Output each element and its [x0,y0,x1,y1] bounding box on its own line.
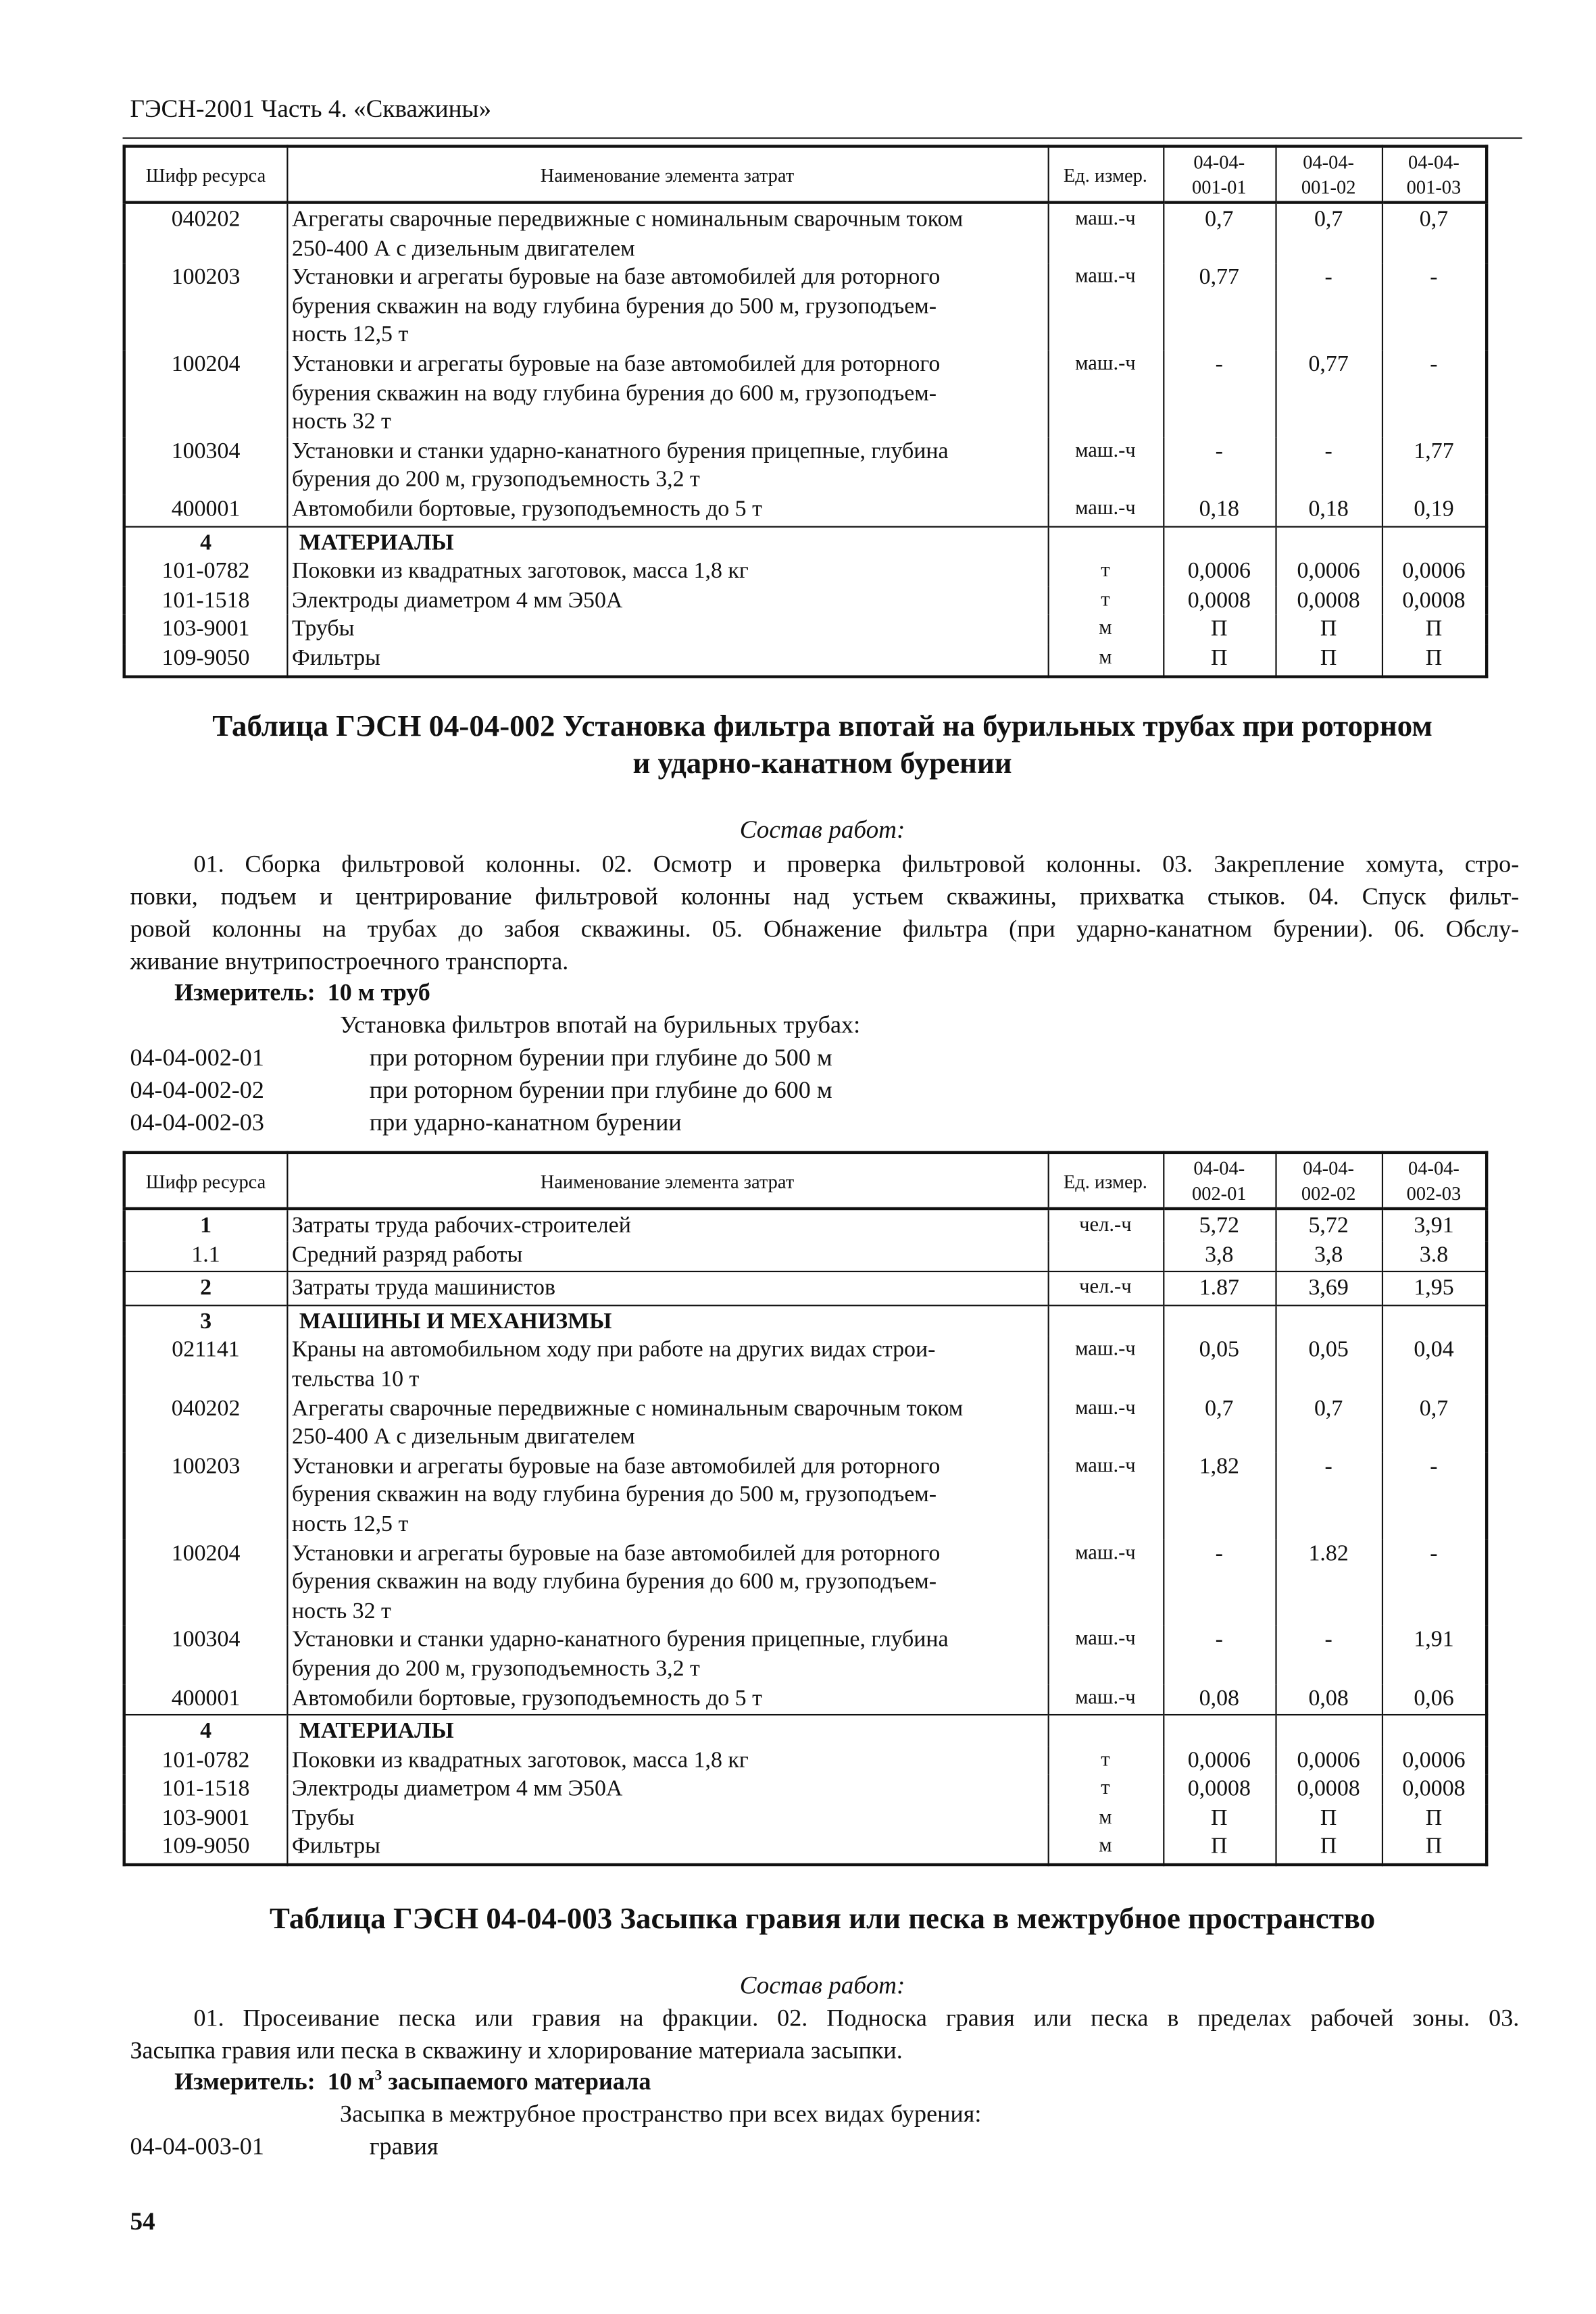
norm-value: 3,69 [1275,1272,1381,1305]
norm-value [1382,1715,1487,1746]
resource-name [286,1240,1047,1272]
resource-name [286,1539,1047,1626]
table-row [124,1394,1487,1453]
table-row [124,586,1487,615]
norm-value: 0,7 [1382,1394,1487,1453]
unit: маш.-ч [1048,1452,1164,1539]
name-line: Фильтры [291,645,380,671]
norm-value: 3,91 [1382,1209,1487,1240]
unit-header: Ед. измер. [1048,147,1164,203]
resource-name [286,1715,1047,1746]
norm-value: - [1163,350,1275,437]
table-row [124,1626,1487,1684]
table-row [124,495,1487,526]
norm-code-line: 04-04- [1193,1157,1245,1180]
item-text: при роторном бурении при глубине до 600 м [369,1076,832,1104]
resource-code: 1 [124,1209,287,1240]
running-header: ГЭСН-2001 Часть 4. «Скважины» [130,94,492,123]
norm-code-header [1382,147,1487,203]
norm-value [1163,526,1275,557]
name-line: МАШИНЫ И МЕХАНИЗМЫ [299,1309,612,1334]
section-header-row [124,1305,1487,1336]
resource-code: 1.1 [124,1240,287,1272]
resource-code: 103-9001 [124,1804,287,1833]
name-line: бурения скважин на воду глубина бурения до 500 м, грузоподъем- [291,293,937,319]
resource-code: 400001 [124,1684,287,1715]
norm-value: 0,0008 [1275,586,1381,615]
resource-code: 100203 [124,263,287,351]
name-line: Затраты труда рабочих-строителей [291,1213,631,1238]
item-text: при роторном бурении при глубине до 500 м [369,1043,832,1072]
resource-name [286,1746,1047,1775]
resource-code: 4 [124,526,287,557]
name-line: Агрегаты сварочные передвижные с номинальным сварочным током [291,1395,964,1421]
norm-code-line: 001-01 [1192,176,1247,199]
measure-value-suffix: засыпаемого материала [382,2067,651,2096]
norm-value: 1,91 [1382,1626,1487,1684]
resource-code: 100304 [124,1626,287,1684]
norm-value: 0,0006 [1163,1746,1275,1775]
resource-code: 103-9001 [124,615,287,644]
norm-value: - [1382,350,1487,437]
resource-table-002 [123,1151,1489,1867]
norm-code-line: 04-04- [1303,1157,1355,1180]
norm-value: П [1382,1833,1487,1865]
name-line: бурения скважин на воду глубина бурения до 600 м, грузоподъем- [291,380,937,406]
norm-code-line: 002-03 [1406,1182,1462,1205]
item-code: 04-04-002-02 [130,1076,264,1104]
norm-value: 0,0006 [1275,1746,1381,1775]
unit: маш.-ч [1048,1539,1164,1626]
table-row [124,1539,1487,1626]
resource-code: 4 [124,1715,287,1746]
unit: чел.-ч [1048,1272,1164,1305]
unit: маш.-ч [1048,1336,1164,1394]
name-line: ность 32 т [291,1598,391,1624]
para-line: ровой колонны на трубах до забоя скважины. 05. Обнажение фильтра (при ударно-канатном бурении). 06. Обслу- [130,914,1520,943]
resource-code: 101-0782 [124,1746,287,1775]
norm-code-line: 002-02 [1301,1182,1356,1205]
norm-value [1382,526,1487,557]
resource-code: 021141 [124,1336,287,1394]
norm-value [1382,1305,1487,1336]
resource-code: 100204 [124,350,287,437]
resource-code: 2 [124,1272,287,1305]
title-line: Таблица ГЭСН 04-04-002 Установка фильтра впотай на бурильных трубах при роторном [212,710,1432,744]
norm-code-line: 001-03 [1406,176,1462,199]
norm-value: П [1275,1833,1381,1865]
resource-name [286,1775,1047,1804]
norm-value: 0,7 [1382,203,1487,263]
code-header: Шифр ресурса [124,1153,287,1209]
title-line: и ударно-канатном бурении [632,747,1012,780]
norm-code-header [1382,1153,1487,1209]
unit: маш.-ч [1048,495,1164,526]
resource-code: 101-1518 [124,1775,287,1804]
name-header: Наименование элемента затрат [286,147,1047,203]
unit: т [1048,1746,1164,1775]
norm-value: 0,05 [1275,1336,1381,1394]
norm-value: 0,0006 [1275,557,1381,586]
unit: маш.-ч [1048,350,1164,437]
norm-value: 1.87 [1163,1272,1275,1305]
measure-unit [174,978,430,1008]
table-header-row [124,147,1487,203]
norm-value: 0,08 [1163,1684,1275,1715]
norm-value: 1.82 [1275,1539,1381,1626]
norm-value [1163,1305,1275,1336]
table-row [124,1240,1487,1272]
norm-value: 0,7 [1163,1394,1275,1453]
norm-value: - [1382,263,1487,351]
name-line: Трубы [291,616,355,642]
norm-value: - [1163,1539,1275,1626]
table-row [124,1746,1487,1775]
name-line: Установки и агрегаты буровые на базе автомобилей для роторного [291,1453,941,1479]
para-line: живание внутрипостроечного транспорта. [130,947,569,976]
norm-value: 1,95 [1382,1272,1487,1305]
table-row [124,437,1487,495]
unit: т [1048,1775,1164,1804]
name-line: Фильтры [291,1834,380,1860]
resource-code: 109-9050 [124,644,287,676]
norm-value: П [1163,1804,1275,1833]
name-line: Средний разряд работы [291,1242,523,1267]
norm-value: - [1275,1626,1381,1684]
work-composition-label: Состав работ: [739,815,905,844]
name-line: Электроды диаметром 4 мм Э50А [291,1776,623,1802]
norm-value: - [1163,1626,1275,1684]
norm-value: 0,0008 [1163,586,1275,615]
norm-value: 0,77 [1275,350,1381,437]
measure-unit [174,2067,651,2097]
measure-exponent: 3 [374,2067,382,2084]
resource-name [286,526,1047,557]
table-row [124,1775,1487,1804]
table-header-row [124,1153,1487,1209]
norm-value: 0,06 [1382,1684,1487,1715]
name-line: Краны на автомобильном ходу при работе на других видах строи- [291,1338,936,1363]
name-line: Затраты труда машинистов [291,1275,555,1301]
name-line: ность 32 т [291,409,391,435]
norm-value: 0,18 [1275,495,1381,526]
name-header: Наименование элемента затрат [286,1153,1047,1209]
norm-code-line: 001-02 [1301,176,1356,199]
section-title-003: Таблица ГЭСН 04-04-003 Засыпка гравия или песка в межтрубное пространство [270,1903,1376,1936]
unit-header: Ед. измер. [1048,1153,1164,1209]
norm-value: 3,8 [1163,1240,1275,1272]
resource-name [286,1394,1047,1453]
norm-value: 0,0008 [1382,1775,1487,1804]
measure-label: Измеритель: [174,2067,316,2096]
norm-value: П [1382,615,1487,644]
resource-name [286,437,1047,495]
norm-value: 0,7 [1275,1394,1381,1453]
norm-value: 0,18 [1163,495,1275,526]
resource-code: 3 [124,1305,287,1336]
norm-value: 0,0008 [1382,586,1487,615]
norm-value: - [1382,1539,1487,1626]
norm-value: 0,04 [1382,1336,1487,1394]
norm-value: П [1275,1804,1381,1833]
table-row [124,1684,1487,1715]
norm-value [1275,1715,1381,1746]
norm-value: П [1275,615,1381,644]
resource-name [286,1452,1047,1539]
para-line: 01. Сборка фильтровой колонны. 02. Осмотр и проверка фильтровой колонны. 03. Закрепление хомута, стро- [193,849,1520,878]
norm-value: 0,0006 [1163,557,1275,586]
resource-code: 101-1518 [124,586,287,615]
unit [1048,1715,1164,1746]
norm-code-header [1163,1153,1275,1209]
para-line: повки, подъем и центрирование фильтровой колонны над устьем скважины, прихватка стыков. 04. Спуск фильт- [130,882,1520,911]
norm-code-header [1163,147,1275,203]
norm-value: 5,72 [1163,1209,1275,1240]
table-row [124,1804,1487,1833]
unit: м [1048,615,1164,644]
norm-value [1275,1305,1381,1336]
norm-code-header [1275,147,1381,203]
name-line: Поковки из квадратных заготовок, масса 1,8 кг [291,1747,749,1773]
unit: м [1048,1833,1164,1865]
item-text: при ударно-канатном бурении [369,1108,682,1136]
name-line: Автомобили бортовые, грузоподъемность до 5 т [291,1685,762,1711]
name-line: ность 12,5 т [291,322,409,348]
resource-name [286,1305,1047,1336]
norm-value [1275,526,1381,557]
name-line: Электроды диаметром 4 мм Э50А [291,587,623,613]
norm-value: - [1275,263,1381,351]
name-line: бурения до 200 м, грузоподъемность 3,2 т [291,467,700,493]
norm-value: П [1382,644,1487,676]
unit: м [1048,1804,1164,1833]
norm-value [1163,1715,1275,1746]
resource-name [286,1684,1047,1715]
item-text: гравия [369,2132,439,2161]
resource-code: 400001 [124,495,287,526]
resource-name [286,1833,1047,1865]
table-row [124,644,1487,676]
norm-code-line: 04-04- [1408,151,1460,173]
resource-table-001 [123,145,1489,677]
norm-value: - [1382,1452,1487,1539]
unit: маш.-ч [1048,203,1164,263]
norm-value: 0,7 [1275,203,1381,263]
name-line: Автомобили бортовые, грузоподъемность до 5 т [291,496,762,522]
name-line: Трубы [291,1805,355,1831]
resource-code: 100204 [124,1539,287,1626]
resource-code: 040202 [124,203,287,263]
norm-value: - [1275,1452,1381,1539]
unit [1048,1240,1164,1272]
name-line: бурения скважин на воду глубина бурения до 600 м, грузоподъем- [291,1569,937,1595]
work-composition-text [130,2002,1519,2067]
name-line: ность 12,5 т [291,1511,409,1537]
table-row [124,1452,1487,1539]
norm-value: 5,72 [1275,1209,1381,1240]
name-line: МАТЕРИАЛЫ [299,530,454,555]
resource-name [286,644,1047,676]
unit [1048,1305,1164,1336]
name-line: тельства 10 т [291,1366,420,1392]
items-intro: Засыпка в межтрубное пространство при всех видах бурения: [340,2099,982,2128]
table-row [124,350,1487,437]
table-row [124,263,1487,351]
table-row [124,557,1487,586]
norm-value: 3,8 [1275,1240,1381,1272]
name-line: Агрегаты сварочные передвижные с номинальным сварочным током [291,207,964,232]
resource-name [286,1336,1047,1394]
resource-code: 109-9050 [124,1833,287,1865]
name-line: Установки и агрегаты буровые на базе автомобилей для роторного [291,264,941,291]
table-row [124,1833,1487,1865]
name-line: Установки и станки ударно-канатного бурения прицепные, глубина [291,1627,949,1653]
unit: маш.-ч [1048,1626,1164,1684]
resource-name [286,586,1047,615]
norm-value: - [1275,437,1381,495]
name-line: 250-400 А с дизельным двигателем [291,236,635,261]
norm-value: 1,77 [1382,437,1487,495]
norm-value: 0,08 [1275,1684,1381,1715]
resource-name [286,615,1047,644]
para-line: 01. Просеивание песка или гравия на фракции. 02. Подноска гравия или песка в пределах рабочей зоны. 03. [193,2003,1520,2032]
page-number: 54 [130,2207,155,2236]
measure-value: 10 м труб [327,978,430,1007]
resource-name [286,203,1047,263]
table-row [124,615,1487,644]
table-row [124,203,1487,263]
norm-code-header [1275,1153,1381,1209]
work-composition-label: Состав работ: [739,1971,905,2000]
code-header: Шифр ресурса [124,147,287,203]
resource-name [286,495,1047,526]
norm-value: 0,0008 [1275,1775,1381,1804]
resource-name [286,1626,1047,1684]
norm-value: - [1163,437,1275,495]
para-line: Засыпка гравия или песка в скважину и хлорирование материала засыпки. [130,2036,903,2065]
norm-value: 0,0006 [1382,557,1487,586]
norm-code-line: 002-01 [1192,1182,1247,1205]
name-line: 250-400 А с дизельным двигателем [291,1424,635,1450]
name-line: Установки и агрегаты буровые на базе автомобилей для роторного [291,351,941,377]
section-header-row [124,1715,1487,1746]
resource-name [286,1804,1047,1833]
table-row [124,1336,1487,1394]
norm-value: П [1163,644,1275,676]
norm-value: 0,19 [1382,495,1487,526]
unit: маш.-ч [1048,1684,1164,1715]
item-code: 04-04-002-01 [130,1043,264,1072]
unit: маш.-ч [1048,437,1164,495]
norm-value: П [1163,615,1275,644]
norm-code-line: 04-04- [1303,151,1355,173]
unit [1048,526,1164,557]
unit: м [1048,644,1164,676]
unit: чел.-ч [1048,1209,1164,1240]
name-line: Установки и агрегаты буровые на базе автомобилей для роторного [291,1540,941,1566]
resource-code: 101-0782 [124,557,287,586]
name-line: Установки и станки ударно-канатного бурения прицепные, глубина [291,438,949,464]
norm-value: 0,77 [1163,263,1275,351]
resource-name [286,1272,1047,1305]
norm-value: 0,7 [1163,203,1275,263]
resource-name [286,350,1047,437]
table-row [124,1209,1487,1240]
norm-value: 0,05 [1163,1336,1275,1394]
name-line: бурения скважин на воду глубина бурения до 500 м, грузоподъем- [291,1482,937,1508]
norm-code-line: 04-04- [1193,151,1245,173]
norm-value: 1,82 [1163,1452,1275,1539]
unit: т [1048,557,1164,586]
measure-value: 10 м [327,2067,375,2096]
norm-code-line: 04-04- [1408,1157,1460,1180]
items-intro: Установка фильтров впотай на бурильных трубах: [340,1010,861,1039]
table-row [124,1272,1487,1305]
work-composition-text [130,848,1519,978]
name-line: Поковки из квадратных заготовок, масса 1,8 кг [291,558,749,584]
norm-value: 3.8 [1382,1240,1487,1272]
section-header-row [124,526,1487,557]
resource-name [286,557,1047,586]
norm-value: 0,0008 [1163,1775,1275,1804]
header-rule [123,137,1522,139]
item-code: 04-04-002-03 [130,1108,264,1136]
resource-code: 100203 [124,1452,287,1539]
norm-value: П [1275,644,1381,676]
item-code: 04-04-003-01 [130,2132,264,2161]
name-line: МАТЕРИАЛЫ [299,1718,454,1744]
resource-code: 100304 [124,437,287,495]
section-title-002 [123,709,1522,783]
resource-name [286,1209,1047,1240]
norm-value: П [1382,1804,1487,1833]
norm-value: 0,0006 [1382,1746,1487,1775]
resource-name [286,263,1047,351]
norm-value: П [1163,1833,1275,1865]
measure-label: Измеритель: [174,978,316,1007]
unit: т [1048,586,1164,615]
unit: маш.-ч [1048,1394,1164,1453]
unit: маш.-ч [1048,263,1164,351]
resource-code: 040202 [124,1394,287,1453]
name-line: бурения до 200 м, грузоподъемность 3,2 т [291,1656,700,1682]
